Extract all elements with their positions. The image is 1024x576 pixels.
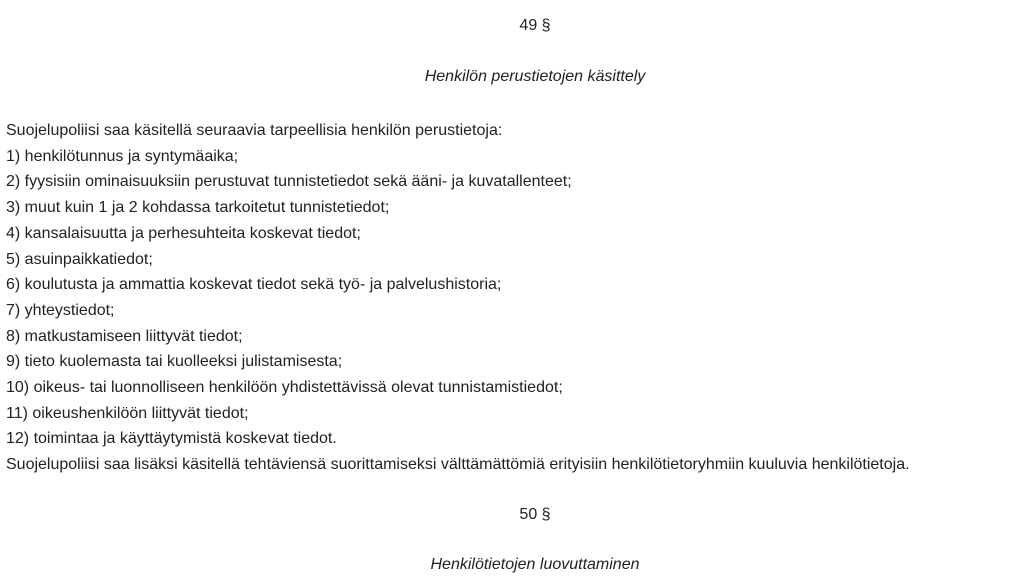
section-50-number: 50 § bbox=[519, 506, 551, 523]
section-49-number: 49 § bbox=[519, 17, 551, 34]
list-item: 6) koulutusta ja ammattia koskevat tiedot sekä työ- ja palvelushistoria; bbox=[6, 276, 502, 294]
list-item: 10) oikeus- tai luonnolliseen henkilöön yhdistettävissä olevat tunnistamistiedot; bbox=[6, 379, 563, 397]
list-item: 4) kansalaisuutta ja perhesuhteita koskevat tiedot; bbox=[6, 224, 361, 242]
list-item: 12) toimintaa ja käyttäytymistä koskevat tiedot. bbox=[6, 430, 337, 448]
list-item: 1) henkilötunnus ja syntymäaika; bbox=[6, 147, 239, 165]
section-50-heading: Henkilötietojen luovuttaminen bbox=[430, 556, 640, 573]
section-49-body bbox=[6, 118, 1024, 478]
list-item: 3) muut kuin 1 ja 2 kohdassa tarkoitetut tunnistetiedot; bbox=[6, 199, 390, 217]
list-item: 9) tieto kuolemasta tai kuolleeksi julistamisesta; bbox=[6, 353, 343, 371]
list-item: 2) fyysisiin ominaisuuksiin perustuvat tunnistetiedot sekä ääni- ja kuvatallenteet; bbox=[6, 173, 572, 191]
section-49-closing: Suojelupoliisi saa lisäksi käsitellä tehtäviensä suorittamiseksi välttämättömiä erityisiin henkilötietoryhmiin kuuluvia henkilötietoja. bbox=[6, 456, 910, 474]
list-item: 5) asuinpaikkatiedot; bbox=[6, 250, 153, 268]
section-49-intro: Suojelupoliisi saa käsitellä seuraavia tarpeellisia henkilön perustietoja: bbox=[6, 122, 503, 139]
list-item: 7) yhteystiedot; bbox=[6, 301, 115, 319]
list-item: 11) oikeushenkilöön liittyvät tiedot; bbox=[6, 404, 249, 422]
list-item: 8) matkustamiseen liittyvät tiedot; bbox=[6, 327, 243, 345]
section-49-heading: Henkilön perustietojen käsittely bbox=[424, 68, 646, 85]
